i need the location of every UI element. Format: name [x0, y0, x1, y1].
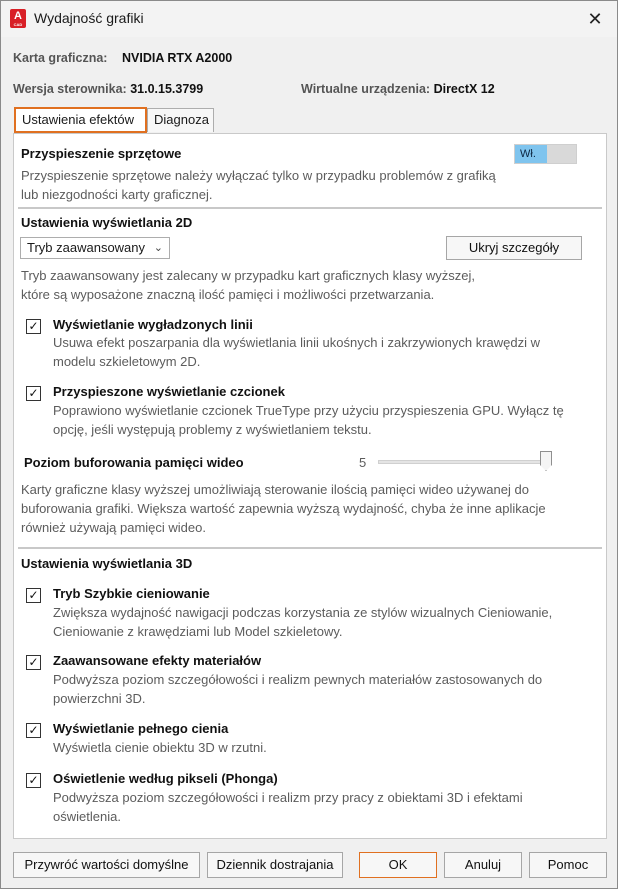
hardware-acceleration-toggle[interactable]	[514, 144, 577, 164]
title-bar	[1, 1, 617, 37]
tab-diagnostics[interactable]: Diagnoza	[147, 108, 214, 132]
graphics-card-info	[13, 51, 107, 65]
full-shadows-desc-1: Wyświetla cienie obiektu 3D w rzutni.	[53, 740, 267, 755]
cancel-button[interactable]: Anuluj	[444, 852, 522, 878]
smooth-lines-desc-2: modelu szkieletowym 2D.	[53, 354, 201, 369]
tab-effects-settings[interactable]: Ustawienia efektów	[14, 107, 147, 133]
advanced-materials-desc-2: powierzchni 3D.	[53, 691, 146, 706]
fast-shading-checkbox[interactable]: ✓	[26, 588, 41, 603]
smooth-lines-desc-1: Usuwa efekt poszarpania dla wyświetlania linii ukośnych i zakrzywionych krawędzi w	[53, 335, 540, 350]
graphics-card-label: Karta graficzna:	[13, 51, 108, 65]
video-buffer-desc-3: również używają pamięci wideo.	[21, 520, 206, 535]
video-buffer-desc-2: buforowania grafiki. Większa wartość zapewnia wyższą wydajność, chyba że inne aplikacje	[21, 501, 546, 516]
display-2d-desc-1: Tryb zaawansowany jest zalecany w przypadku kart graficznych klasy wyższej,	[21, 268, 475, 283]
smooth-lines-checkbox[interactable]: ✓	[26, 319, 41, 334]
toggle-on-label: Wł.	[515, 145, 547, 163]
smooth-lines-title: Wyświetlanie wygładzonych linii	[53, 317, 253, 332]
ok-button[interactable]: OK	[359, 852, 437, 878]
display-2d-heading: Ustawienia wyświetlania 2D	[21, 215, 193, 230]
video-buffer-value: 5	[359, 455, 367, 470]
restore-defaults-button[interactable]: Przywróć wartości domyślne	[13, 852, 200, 878]
hide-details-button[interactable]: Ukryj szczegóły	[446, 236, 582, 260]
virtual-devices-label: Wirtualne urządzenia:	[301, 82, 431, 96]
video-buffer-label: Poziom buforowania pamięci wideo	[24, 455, 244, 470]
fast-shading-title: Tryb Szybkie cieniowanie	[53, 586, 210, 601]
section-divider	[18, 547, 602, 549]
advanced-materials-desc-1: Podwyższa poziom szczegółowości i realizm pewnych materiałów zastosowanych do	[53, 672, 543, 687]
hardware-acceleration-desc-1: Przyspieszenie sprzętowe należy wyłączać tylko w przypadku problemów z grafiką	[21, 168, 496, 183]
display-2d-desc-2: które są wyposażone znaczną ilość pamięci i możliwości przetwarzania.	[21, 287, 435, 302]
per-pixel-lighting-desc-1: Podwyższa poziom szczegółowości i realizm przy pracy z obiektami 3D i efektami	[53, 790, 523, 805]
video-buffer-slider-track[interactable]	[378, 460, 552, 464]
full-shadows-checkbox[interactable]: ✓	[26, 723, 41, 738]
fast-shading-desc-2: Cieniowanie z krawędziami lub Model szkieletowy.	[53, 624, 343, 639]
hardware-acceleration-desc-2: lub niezgodności karty graficznej.	[21, 187, 213, 202]
video-buffer-desc-1: Karty graficzne klasy wyższej umożliwiają sterowanie ilością pamięci wideo używanej do	[21, 482, 529, 497]
hardware-acceleration-heading: Przyspieszenie sprzętowe	[21, 146, 182, 161]
tuning-log-button[interactable]: Dziennik dostrajania	[207, 852, 343, 878]
help-button[interactable]: Pomoc	[529, 852, 607, 878]
driver-info	[13, 82, 203, 96]
virtual-devices-info	[301, 82, 495, 96]
display-mode-dropdown[interactable]	[20, 237, 170, 259]
app-icon-sub: CAD	[13, 22, 23, 27]
per-pixel-lighting-title: Oświetlenie według pikseli (Phonga)	[53, 771, 278, 786]
close-icon[interactable]: ✕	[587, 9, 603, 29]
display-3d-heading: Ustawienia wyświetlania 3D	[21, 556, 193, 571]
chevron-down-icon: ⌄	[153, 242, 163, 254]
accelerated-fonts-desc-2: opcję, jeśli występują problemy z wyświetlaniem tekstu.	[53, 422, 372, 437]
accelerated-fonts-title: Przyspieszone wyświetlanie czcionek	[53, 384, 285, 399]
accelerated-fonts-checkbox[interactable]: ✓	[26, 386, 41, 401]
video-buffer-slider-thumb[interactable]	[540, 451, 552, 471]
accelerated-fonts-desc-1: Poprawiono wyświetlanie czcionek TrueType przy użyciu przyspieszenia GPU. Wyłącz tę	[53, 403, 564, 418]
per-pixel-lighting-checkbox[interactable]: ✓	[26, 773, 41, 788]
window-title: Wydajność grafiki	[34, 10, 144, 26]
autocad-app-icon	[10, 9, 26, 28]
advanced-materials-title: Zaawansowane efekty materiałów	[53, 653, 262, 668]
advanced-materials-checkbox[interactable]: ✓	[26, 655, 41, 670]
display-mode-value: Tryb zaawansowany	[27, 240, 146, 255]
graphics-card-value: NVIDIA RTX A2000	[122, 51, 233, 65]
driver-label: Wersja sterownika:	[13, 82, 127, 96]
section-divider	[18, 207, 602, 209]
graphics-card-value-wrap	[122, 51, 232, 65]
effects-settings-panel	[13, 133, 607, 839]
fast-shading-desc-1: Zwiększa wydajność nawigacji podczas korzystania ze stylów wizualnych Cieniowanie,	[53, 605, 553, 620]
per-pixel-lighting-desc-2: oświetlenia.	[53, 809, 121, 824]
app-icon-letter: A	[14, 10, 22, 22]
driver-value: 31.0.15.3799	[130, 82, 204, 96]
virtual-devices-value: DirectX 12	[433, 82, 495, 96]
full-shadows-title: Wyświetlanie pełnego cienia	[53, 721, 229, 736]
